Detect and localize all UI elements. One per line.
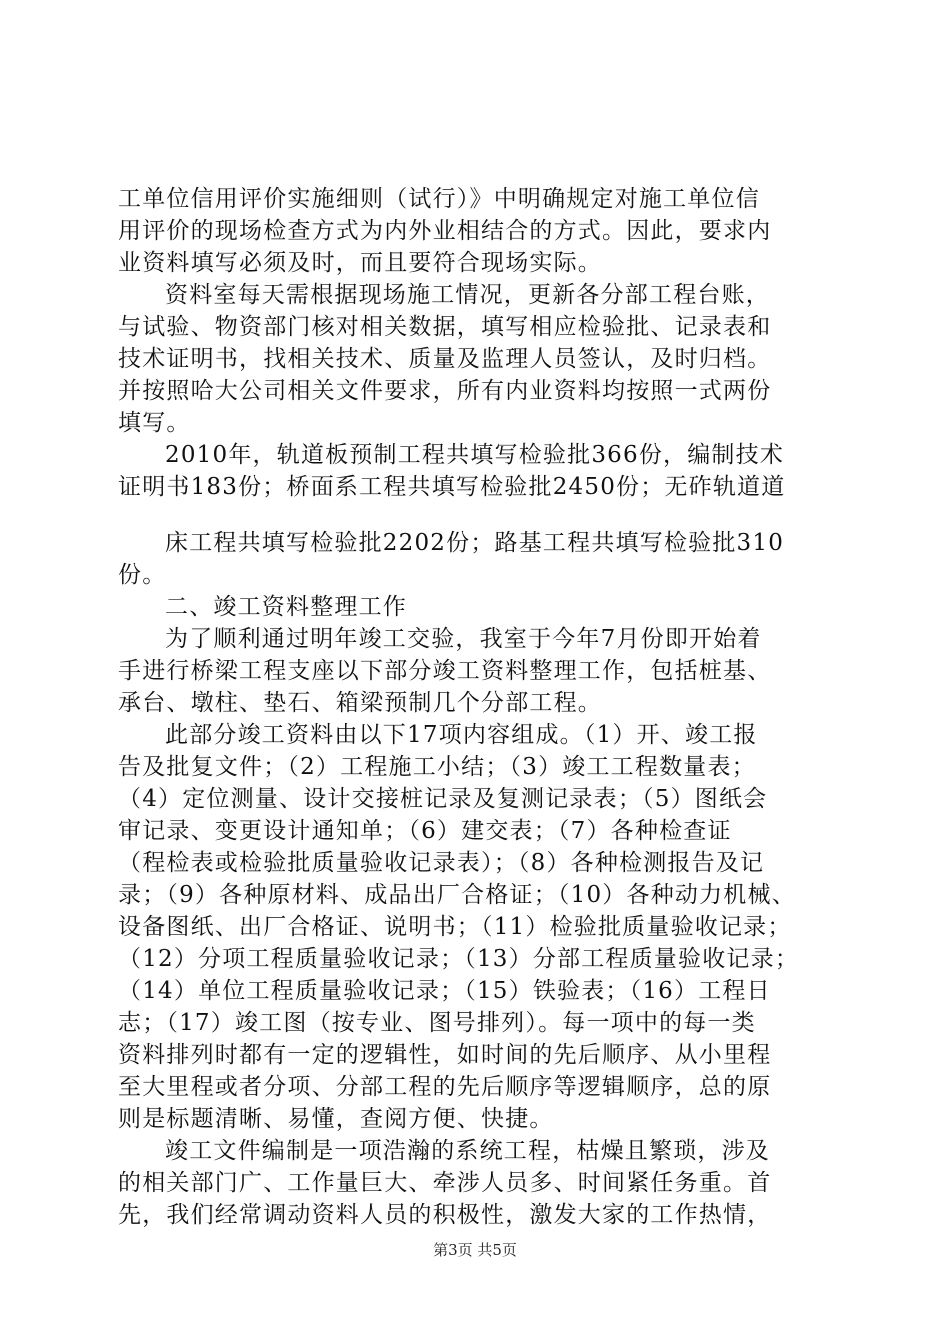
- text-line: 录；（9）各种原材料、成品出厂合格证；（10）各种动力机械、: [118, 882, 796, 908]
- text-line: （程检表或检验批质量验收记录表）；（8）各种检测报告及记: [118, 850, 765, 876]
- text-line: 至大里程或者分项、分部工程的先后顺序等逻辑顺序，总的原: [118, 1074, 772, 1100]
- text-line: 审记录、变更设计通知单；（6）建交表；（7）各种检查证: [118, 818, 732, 844]
- paragraph-first-line: 为了顺利通过明年竣工交验，我室于今年7月份即开始着: [165, 626, 762, 652]
- text-line: 工单位信用评价实施细则（试行）》中明确规定对施工单位信: [118, 186, 760, 212]
- text-line: 志；（17）竣工图（按专业、图号排列）。每一项中的每一类: [118, 1010, 756, 1036]
- page-footer: 第3页 共5页: [433, 1241, 517, 1259]
- paragraph-first-line: 竣工文件编制是一项浩瀚的系统工程，枯燥且繁琐，涉及: [165, 1138, 770, 1164]
- text-line: 的相关部门广、工作量巨大、牵涉人员多、时间紧任务重。首: [118, 1170, 772, 1196]
- text-line: 设备图纸、出厂合格证、说明书；（11）检验批质量验收记录；: [118, 914, 792, 940]
- text-line: 并按照哈大公司相关文件要求，所有内业资料均按照一式两份: [118, 378, 772, 404]
- text-line: 证明书183份；桥面系工程共填写检验批2450份；无砟轨道道: [118, 474, 786, 500]
- text-line: 承台、墩柱、垫石、箱梁预制几个分部工程。: [118, 690, 602, 716]
- text-line: 填写。: [118, 410, 191, 436]
- text-line: （4）定位测量、设计交接桩记录及复测记录表；（5）图纸会: [118, 786, 768, 812]
- paragraph-first-line: 床工程共填写检验批2202份；路基工程共填写检验批310: [165, 530, 785, 556]
- text-line: 告及批复文件；（2）工程施工小结；（3）竣工工程数量表；: [118, 754, 756, 780]
- paragraph-first-line: 资料室每天需根据现场施工情况，更新各分部工程台账，: [165, 282, 770, 308]
- text-line: 则是标题清晰、易懂，查阅方便、快捷。: [118, 1106, 554, 1132]
- paragraph-first-line: 此部分竣工资料由以下17项内容组成。（1）开、竣工报: [165, 722, 758, 748]
- paragraph-first-line: 2010年，轨道板预制工程共填写检验批366份，编制技术: [165, 442, 785, 468]
- text-line: （14）单位工程质量验收记录；（15）铁验表；（16）工程日: [118, 978, 771, 1004]
- text-line: 与试验、物资部门核对相关数据，填写相应检验批、记录表和: [118, 314, 772, 340]
- text-line: 用评价的现场检查方式为内外业相结合的方式。因此，要求内: [118, 218, 772, 244]
- text-line: 手进行桥梁工程支座以下部分竣工资料整理工作，包括桩基、: [118, 658, 772, 684]
- text-line: 资料排列时都有一定的逻辑性，如时间的先后顺序、从小里程: [118, 1042, 772, 1068]
- text-line: 技术证明书，找相关技术、质量及监理人员签认，及时归档。: [118, 346, 772, 372]
- text-line: （12）分项工程质量验收记录；（13）分部工程质量验收记录；: [118, 946, 800, 972]
- section-heading: 二、竣工资料整理工作: [165, 594, 407, 620]
- text-line: 份。: [118, 562, 167, 588]
- text-line: 先，我们经常调动资料人员的积极性，激发大家的工作热情，: [118, 1202, 772, 1228]
- text-line: 业资料填写必须及时，而且要符合现场实际。: [118, 250, 602, 276]
